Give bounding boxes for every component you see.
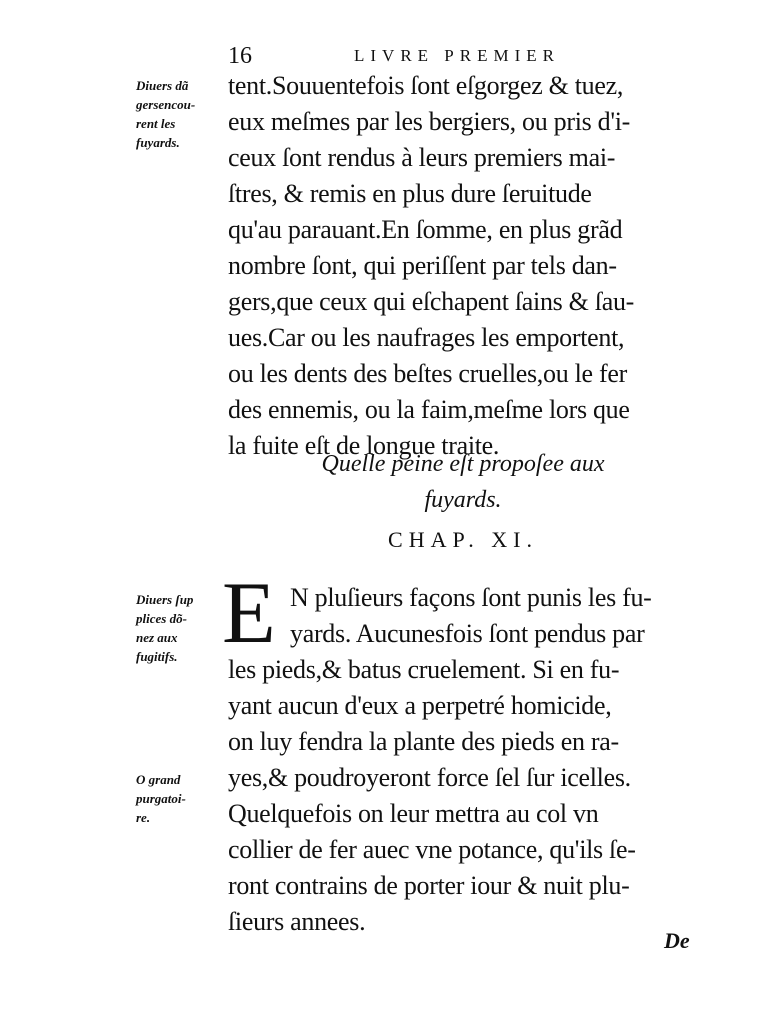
text-line: yes,& poudroyeront force ſel ſur icelles. xyxy=(228,763,631,792)
marginal-note-line: Diuers dã xyxy=(136,78,189,93)
text-line: la fuite eſt de longue traite. xyxy=(228,431,500,460)
catchword: De xyxy=(664,928,690,953)
text-line: gers,que ceux qui eſchapent ſains & ſau- xyxy=(228,287,635,316)
paragraph-2 xyxy=(228,580,708,940)
text-line: ront contrains de porter iour & nuit plu- xyxy=(228,871,630,900)
text-line: ceux ſont rendus à leurs premiers mai- xyxy=(228,143,616,172)
chapter-label: CHAP. XI. xyxy=(388,527,538,552)
text-line: ſieurs annees. xyxy=(228,907,366,936)
text-line: tent.Souuentefois ſont eſgorgez & tuez, xyxy=(228,71,624,100)
marginal-note-line: re. xyxy=(136,810,151,825)
text-line: yant aucun d'eux a perpetré homicide, xyxy=(228,691,612,720)
marginal-note-line: plices dõ- xyxy=(136,611,187,626)
marginal-note-line: nez aux xyxy=(136,630,178,645)
text-line: Quelquefois on leur mettra au col vn xyxy=(228,799,599,828)
text-line: ſtres, & remis en plus dure ſeruitude xyxy=(228,179,592,208)
running-title: LIVRE PREMIER xyxy=(354,46,560,65)
text-line: ues.Car ou les naufrages les emportent, xyxy=(228,323,625,352)
marginal-note-line: rent les xyxy=(136,116,176,131)
section-title-line: fuyards. xyxy=(424,487,502,513)
text-line: qu'au parauant.En ſomme, en plus grãd xyxy=(228,215,623,244)
text-line: des ennemis, ou la faim,meſme lors que xyxy=(228,395,630,424)
section-title-line: Quelle peine eſt propoſee aux xyxy=(321,451,605,477)
paragraph-1 xyxy=(228,68,708,464)
marginal-note-purgatory xyxy=(136,770,226,827)
text-line: nombre ſont, qui periſſent par tels dan- xyxy=(228,251,617,280)
marginal-note-dangers xyxy=(136,76,226,152)
section-title xyxy=(228,446,698,518)
text-line: ou les dents des beſtes cruelles,ou le fer xyxy=(228,359,627,388)
marginal-note-line: Diuers ſup xyxy=(136,592,194,607)
text-line: yards. Aucunesfois ſont pendus par xyxy=(290,619,645,648)
text-line: N pluſieurs façons ſont punis les fu- xyxy=(290,583,652,612)
marginal-note-line: fuyards. xyxy=(136,135,180,150)
text-line: les pieds,& batus cruelement. Si en fu- xyxy=(228,655,620,684)
marginal-note-line: gersencou- xyxy=(136,97,196,112)
marginal-note-line: purgatoi- xyxy=(136,791,186,806)
text-line: eux meſmes par les bergiers, ou pris d'i- xyxy=(228,107,631,136)
text-line: collier de fer auec vne potance, qu'ils ſe- xyxy=(228,835,636,864)
marginal-note-line: O grand xyxy=(136,772,181,787)
marginal-note-punishments xyxy=(136,590,226,666)
page-number: 16 xyxy=(228,43,252,69)
drop-cap: E xyxy=(222,565,276,662)
text-line: on luy fendra la plante des pieds en ra- xyxy=(228,727,619,756)
marginal-note-line: fugitifs. xyxy=(136,649,178,664)
